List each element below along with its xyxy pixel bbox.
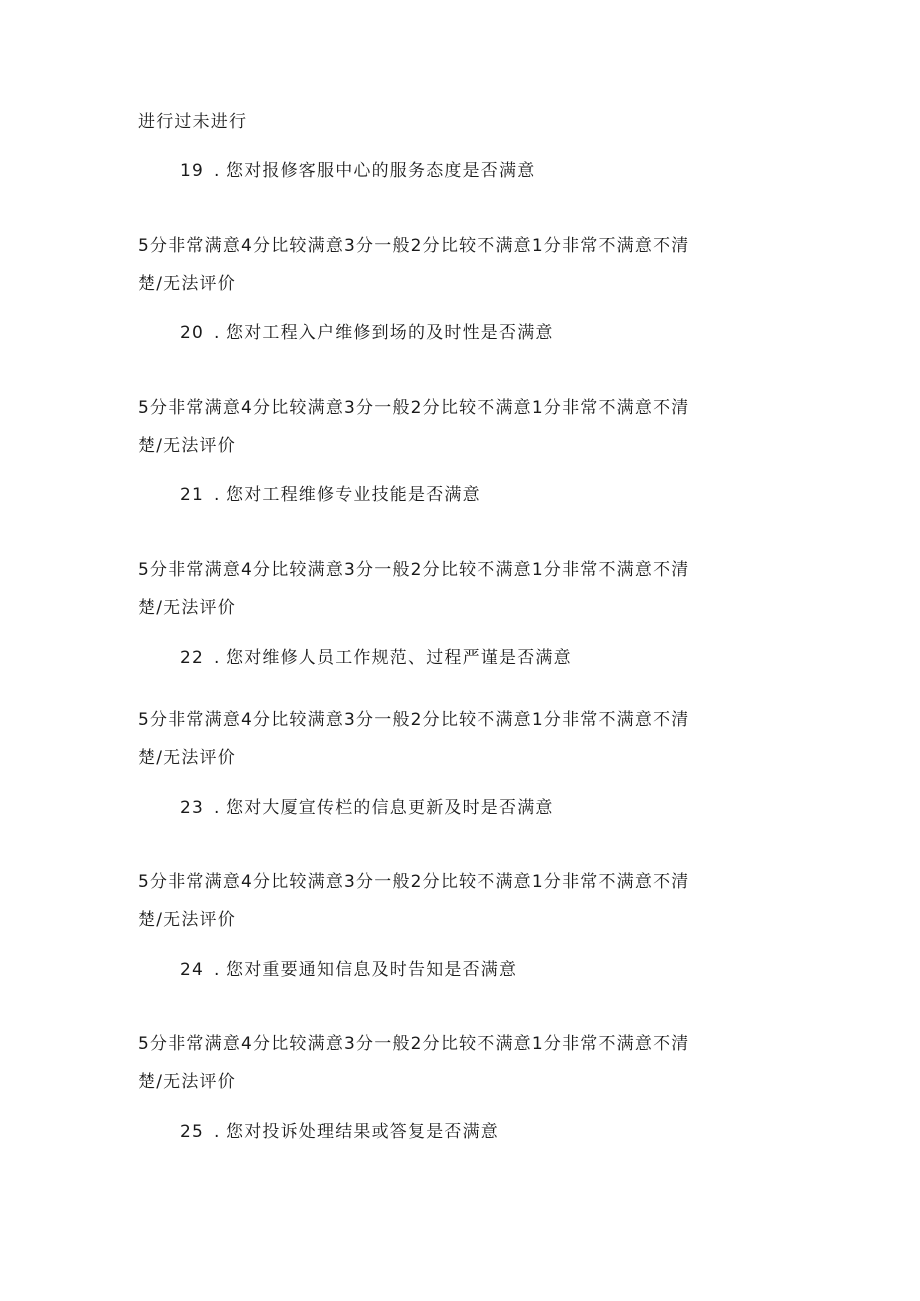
question-text: 您对工程入户维修到场的及时性是否满意	[226, 323, 554, 343]
options-line: 5分非常满意4分比较满意3分一般2分比较不满意1分非常不满意不清	[138, 1034, 690, 1054]
options-line-continued: 楚/无法评价	[138, 274, 236, 294]
options-line-continued: 楚/无法评价	[138, 748, 236, 768]
question-text: 您对维修人员工作规范、过程严谨是否满意	[226, 648, 572, 668]
options-line: 5分非常满意4分比较满意3分一般2分比较不满意1分非常不满意不清	[138, 236, 690, 256]
question-20	[180, 322, 554, 344]
question-dot: .	[214, 960, 221, 980]
question-dot: .	[214, 798, 221, 818]
question-number: 20	[180, 323, 205, 343]
options-line-continued: 楚/无法评价	[138, 1072, 236, 1092]
question-number: 24	[180, 960, 205, 980]
question-22	[180, 647, 572, 669]
question-text: 您对投诉处理结果或答复是否满意	[226, 1122, 499, 1142]
question-text: 您对工程维修专业技能是否满意	[226, 485, 481, 505]
question-number: 25	[180, 1122, 205, 1142]
options-line-continued: 楚/无法评价	[138, 598, 236, 618]
question-text: 您对报修客服中心的服务态度是否满意	[226, 161, 536, 181]
question-number: 19	[180, 161, 205, 181]
question-text: 您对大厦宣传栏的信息更新及时是否满意	[226, 798, 554, 818]
question-21	[180, 484, 481, 506]
question-dot: .	[214, 485, 221, 505]
question-text: 您对重要通知信息及时告知是否满意	[226, 960, 518, 980]
question-24	[180, 959, 517, 981]
question-dot: .	[214, 323, 221, 343]
intro-options-line: 进行过未进行	[138, 112, 248, 132]
question-number: 21	[180, 485, 205, 505]
options-line: 5分非常满意4分比较满意3分一般2分比较不满意1分非常不满意不清	[138, 710, 690, 730]
question-19	[180, 160, 535, 182]
question-dot: .	[214, 161, 221, 181]
question-23	[180, 797, 554, 819]
question-number: 23	[180, 798, 205, 818]
options-line: 5分非常满意4分比较满意3分一般2分比较不满意1分非常不满意不清	[138, 398, 690, 418]
question-25	[180, 1121, 499, 1143]
options-line: 5分非常满意4分比较满意3分一般2分比较不满意1分非常不满意不清	[138, 872, 690, 892]
options-line-continued: 楚/无法评价	[138, 436, 236, 456]
options-line: 5分非常满意4分比较满意3分一般2分比较不满意1分非常不满意不清	[138, 560, 690, 580]
options-line-continued: 楚/无法评价	[138, 910, 236, 930]
question-number: 22	[180, 648, 205, 668]
question-dot: .	[214, 648, 221, 668]
question-dot: .	[214, 1122, 221, 1142]
